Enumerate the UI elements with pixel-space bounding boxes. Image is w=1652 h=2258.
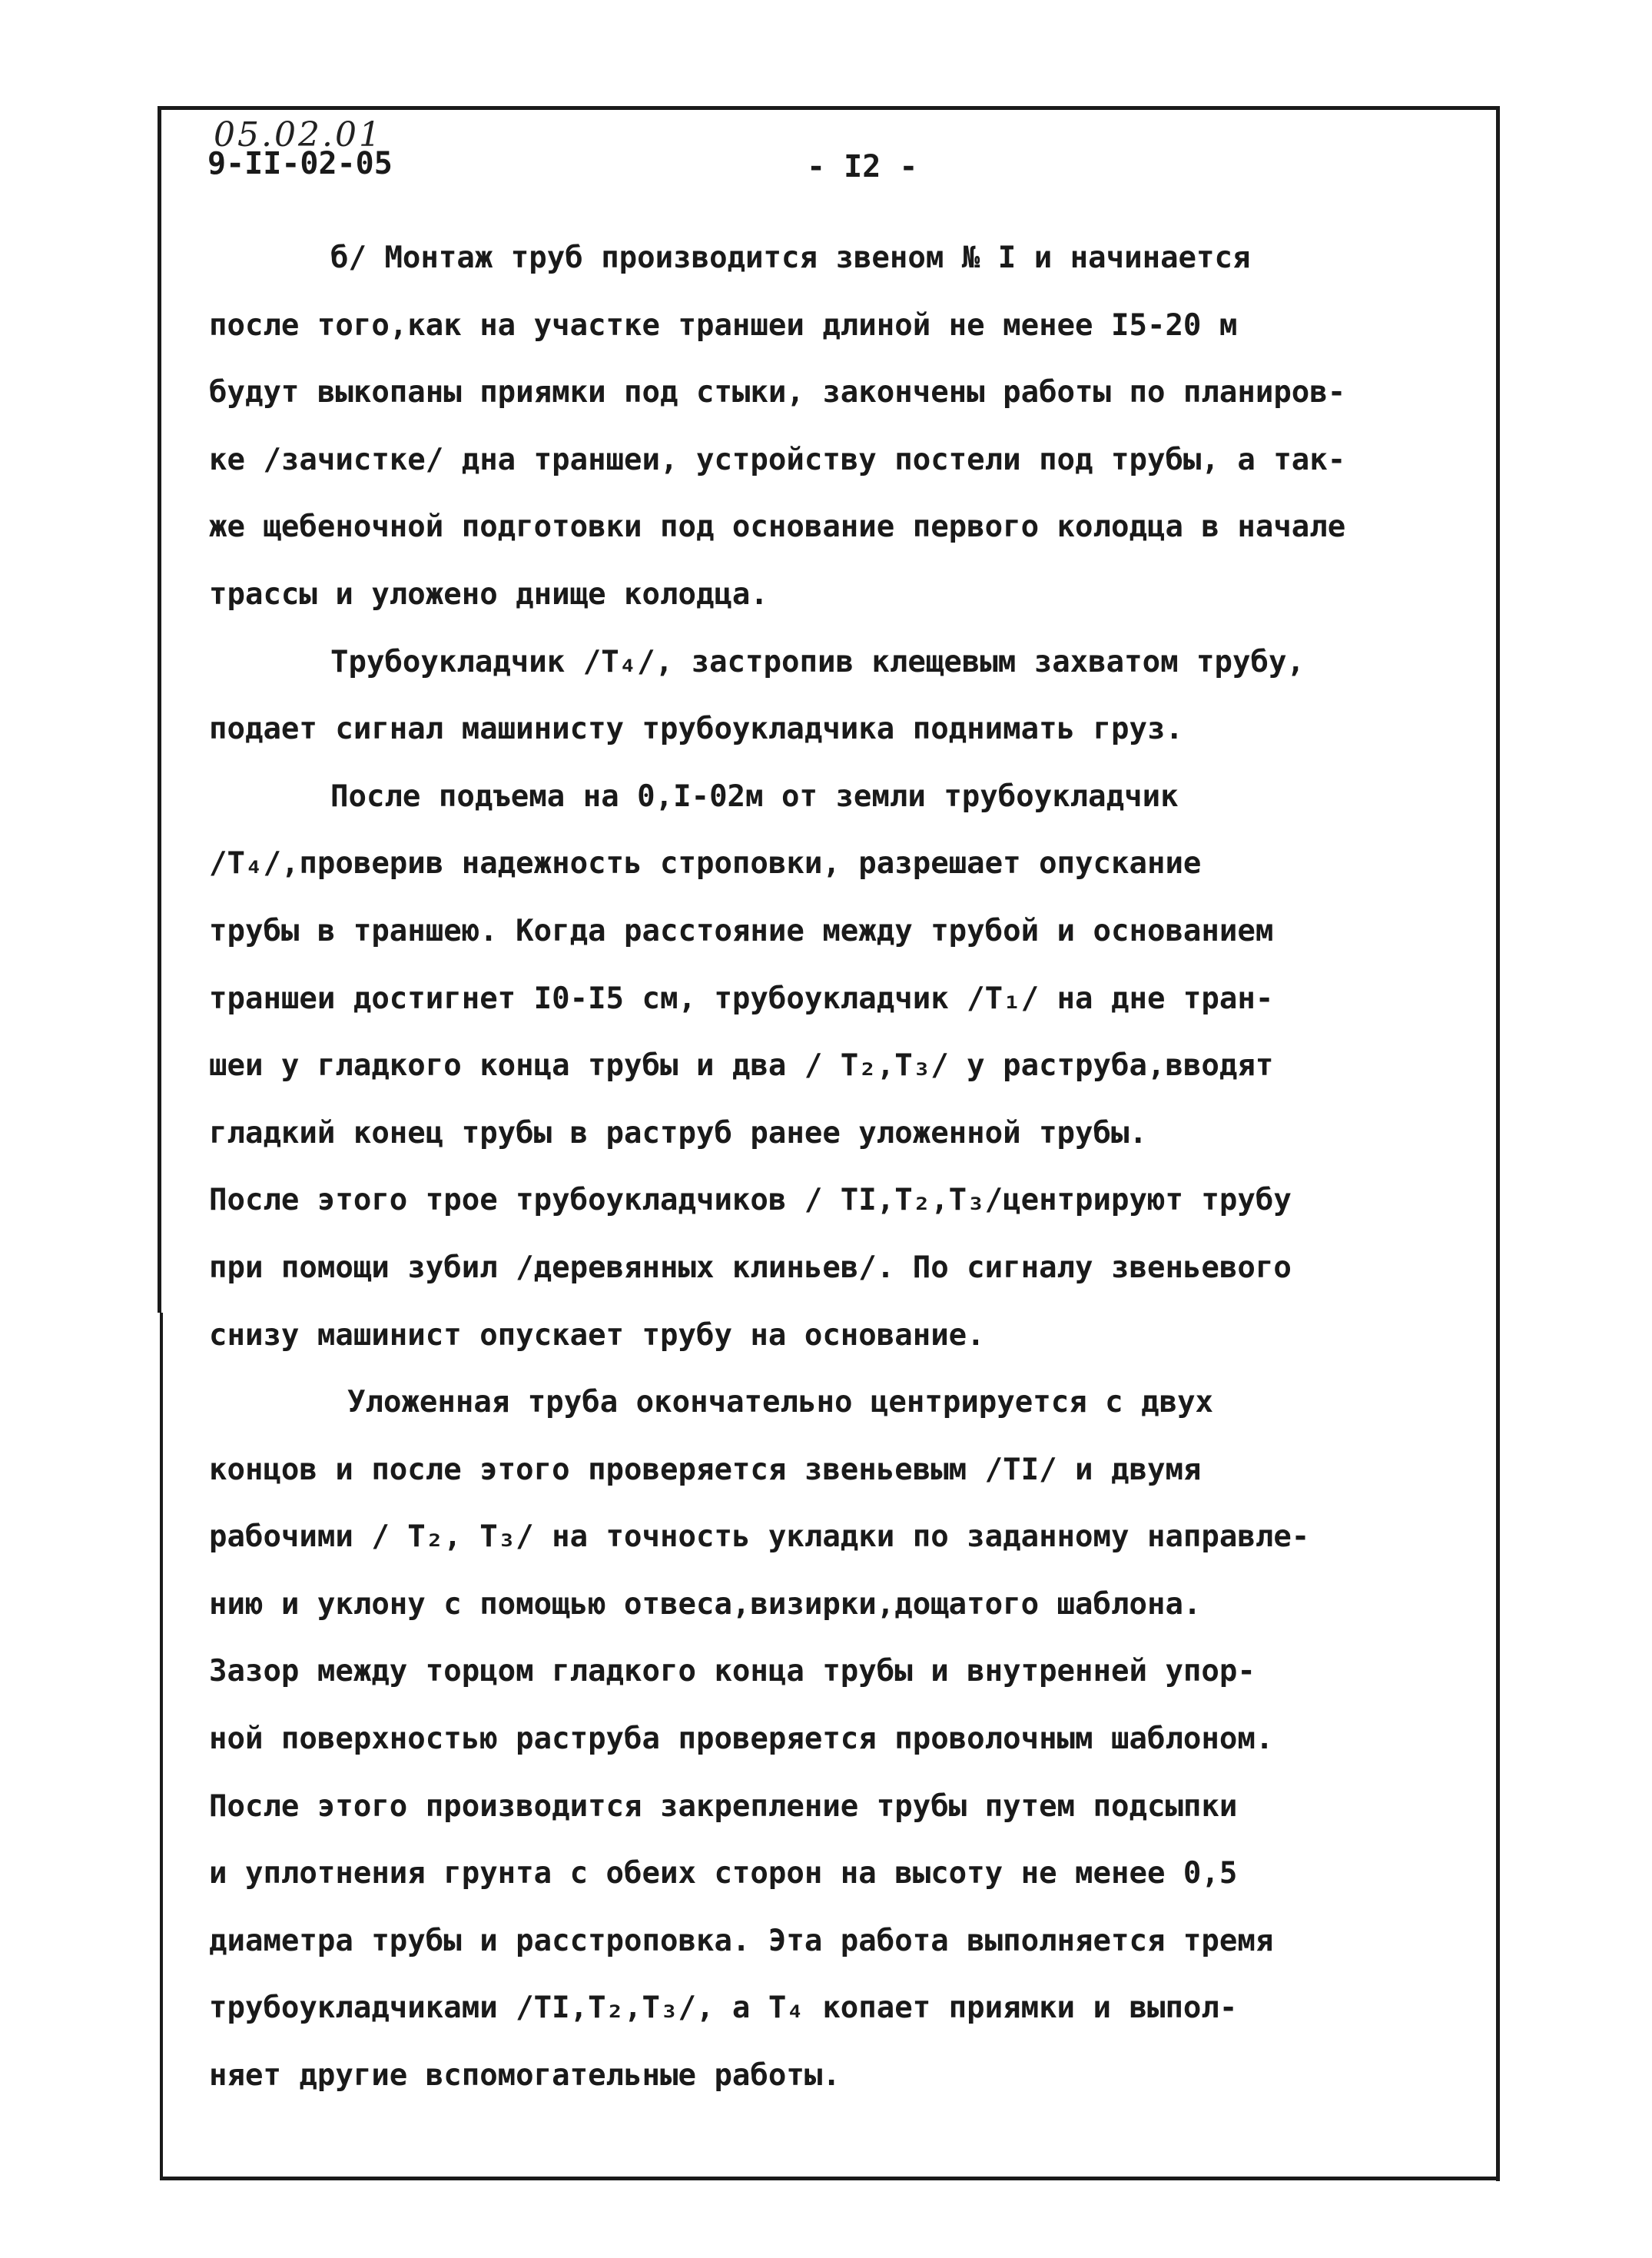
page-frame-left-lower	[160, 1313, 163, 2180]
text-line: трассы и уложено днище колодца.	[209, 576, 768, 612]
page-frame-left-upper	[158, 106, 161, 1313]
text-line: рабочими / Т₂, Т₃/ на точность укладки по заданному направле-	[209, 1519, 1310, 1555]
text-line: и уплотнения грунта с обеих сторон на высоту не менее 0,5	[209, 1856, 1238, 1891]
page-frame-top	[158, 106, 1500, 110]
text-line: После этого производится закрепление трубы путем подсыпки	[209, 1788, 1238, 1824]
text-line: трубоукладчиками /ТI,Т₂,Т₃/, а Т₄ копает приямки и выпол-	[209, 1991, 1238, 2026]
text-line: б/ Монтаж труб производится звеном № I и начинается	[330, 241, 1251, 275]
page-frame-right	[1496, 106, 1500, 2181]
text-line: концов и после этого проверяется звеньевым /ТI/ и двумя	[209, 1452, 1202, 1487]
text-line: диаметра трубы и расстроповка. Эта работа выполняется тремя	[209, 1923, 1274, 1958]
text-line: шеи у гладкого конца трубы и два / Т₂,Т₃/ у раструба,вводят	[209, 1048, 1274, 1084]
text-line: гладкий конец трубы в раструб ранее уложенной трубы.	[209, 1115, 1147, 1151]
text-line: трубы в траншею. Когда расстояние между трубой и основанием	[209, 913, 1274, 948]
text-line: нию и уклону с помощью отвеса,визирки,дощатого шаблона.	[209, 1586, 1202, 1622]
text-line: будут выкопаны приямки под стыки, закончены работы по планиров-	[209, 375, 1346, 410]
text-line: /Т₄/,проверив надежность строповки, разрешает опускание	[209, 846, 1202, 882]
text-line: Зазор между торцом гладкого конца трубы и внутренней упор-	[209, 1654, 1256, 1689]
document-code: 9-II-02-05	[207, 146, 393, 181]
text-line: Уложенная труба окончательно центрируется с двух	[347, 1385, 1214, 1420]
text-line: ной поверхностью раструба проверяется проволочным шаблоном.	[209, 1722, 1274, 1757]
text-line: После подъема на 0,I-02м от земли трубоукладчик	[330, 779, 1179, 814]
text-line: снизу машинист опускает трубу на основание.	[209, 1317, 985, 1353]
page-frame-bottom	[160, 2177, 1500, 2180]
text-line: ке /зачистке/ дна траншеи, устройству постели под трубы, а так-	[209, 442, 1346, 477]
text-line: Трубоукладчик /Т₄/, застропив клещевым захватом трубу,	[330, 644, 1305, 679]
body-text	[209, 224, 1496, 2110]
text-line: траншеи достигнет I0-I5 см, трубоукладчик /Т₁/ на дне тран-	[209, 981, 1274, 1016]
text-line: няет другие вспомогательные работы.	[209, 2058, 841, 2094]
page-number: - I2 -	[807, 149, 918, 184]
text-line: После этого трое трубоукладчиков / ТI,Т₂,Т₃/центрируют трубу	[209, 1183, 1292, 1218]
text-line: при помощи зубил /деревянных клиньев/. По сигналу звеньевого	[209, 1250, 1292, 1285]
text-line: же щебеночной подготовки под основание первого колодца в начале	[209, 510, 1346, 545]
text-line: подает сигнал машинисту трубоукладчика поднимать груз.	[209, 712, 1183, 747]
handwritten-code: 05.02.01	[214, 115, 383, 154]
text-line: после того,как на участке траншеи длиной не менее I5-20 м	[209, 307, 1238, 343]
